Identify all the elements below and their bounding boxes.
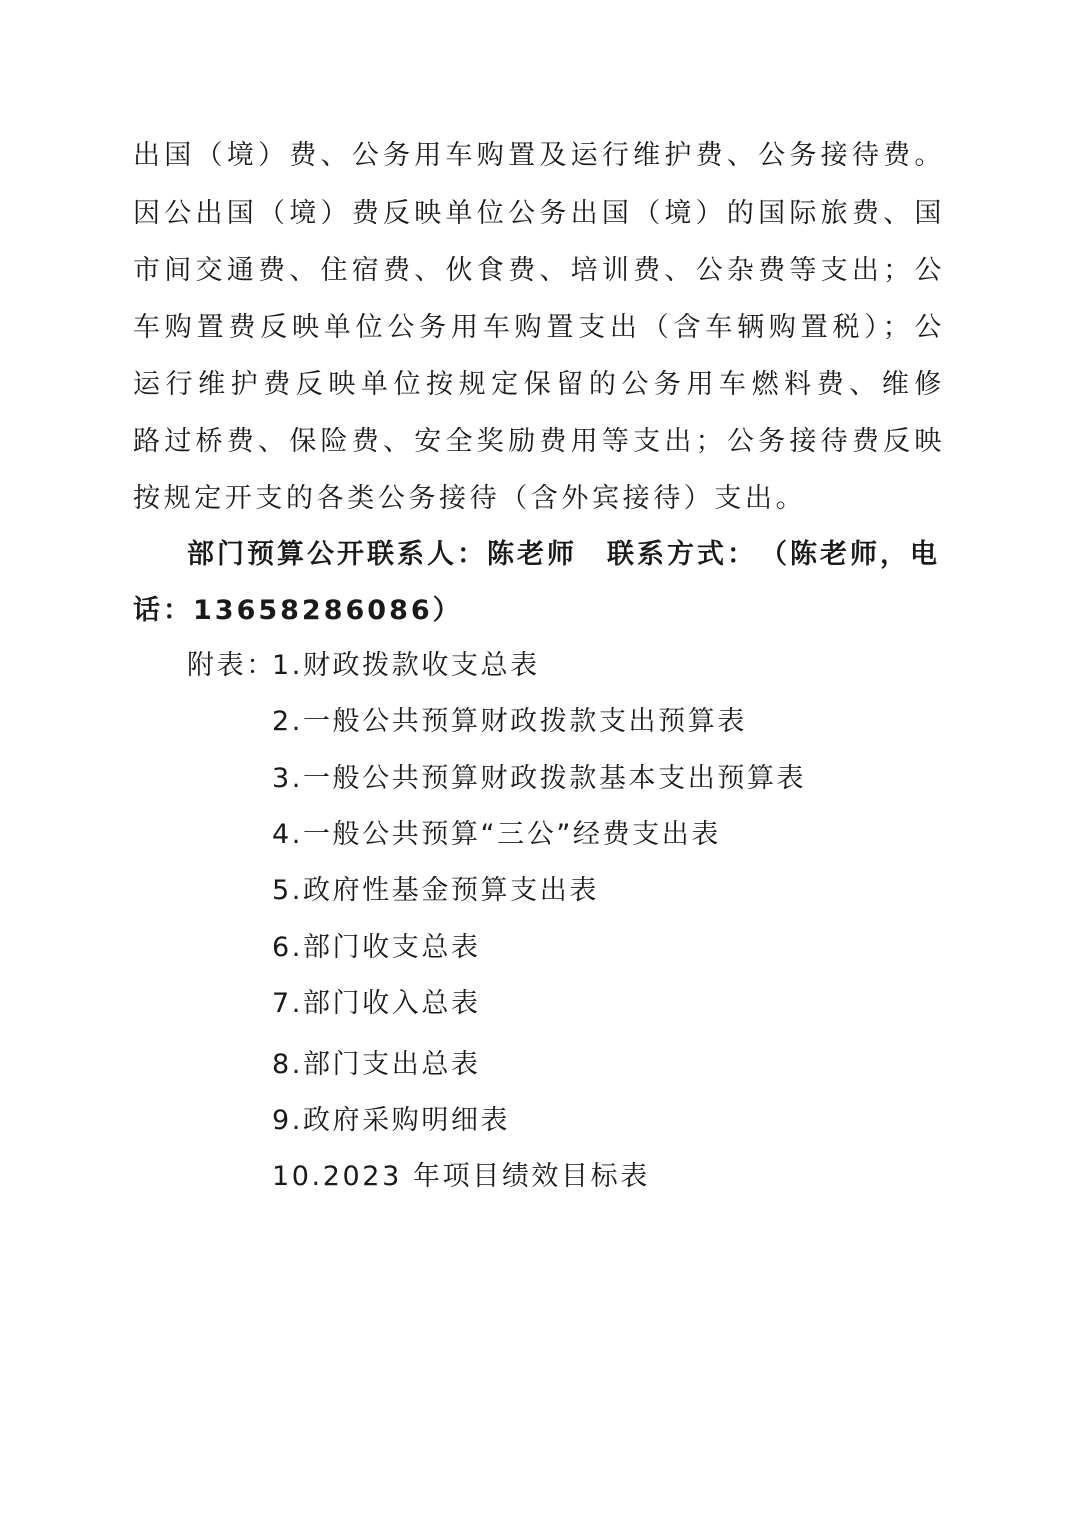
paragraph-line: 出国（境）费、公务用车购置及运行维护费、公务接待费。	[133, 140, 945, 171]
appendix-item: 10.2023 年项目绩效目标表	[272, 1161, 650, 1192]
appendix-label: 附表：	[187, 650, 276, 681]
appendix-item: 5.政府性基金预算支出表	[272, 875, 599, 906]
appendix-item: 7.部门收入总表	[272, 988, 481, 1019]
contact-line-2: 话：13658286086）	[133, 595, 463, 626]
appendix-item: 9.政府采购明细表	[272, 1105, 511, 1136]
appendix-item: 4.一般公共预算“三公”经费支出表	[272, 819, 721, 850]
paragraph-line: 因公出国（境）费反映单位公务出国（境）的国际旅费、国	[133, 198, 945, 229]
appendix-item: 6.部门收支总表	[272, 932, 481, 963]
paragraph-line: 运行维护费反映单位按规定保留的公务用车燃料费、维修	[133, 369, 945, 400]
paragraph-line: 车购置费反映单位公务用车购置支出（含车辆购置税）；公	[133, 312, 945, 343]
paragraph-line: 按规定开支的各类公务接待（含外宾接待）支出。	[133, 483, 807, 514]
contact-line-1: 部门预算公开联系人：陈老师 联系方式： （陈老师，电	[187, 539, 940, 570]
paragraph-line: 路过桥费、保险费、安全奖励费用等支出；公务接待费反映	[133, 426, 945, 457]
appendix-item: 1.财政拨款收支总表	[272, 650, 540, 681]
appendix-item: 8.部门支出总表	[272, 1049, 481, 1080]
paragraph-line: 市间交通费、住宿费、伙食费、培训费、公杂费等支出；公	[133, 255, 945, 286]
appendix-item: 2.一般公共预算财政拨款支出预算表	[272, 706, 747, 737]
appendix-item: 3.一般公共预算财政拨款基本支出预算表	[272, 763, 807, 794]
